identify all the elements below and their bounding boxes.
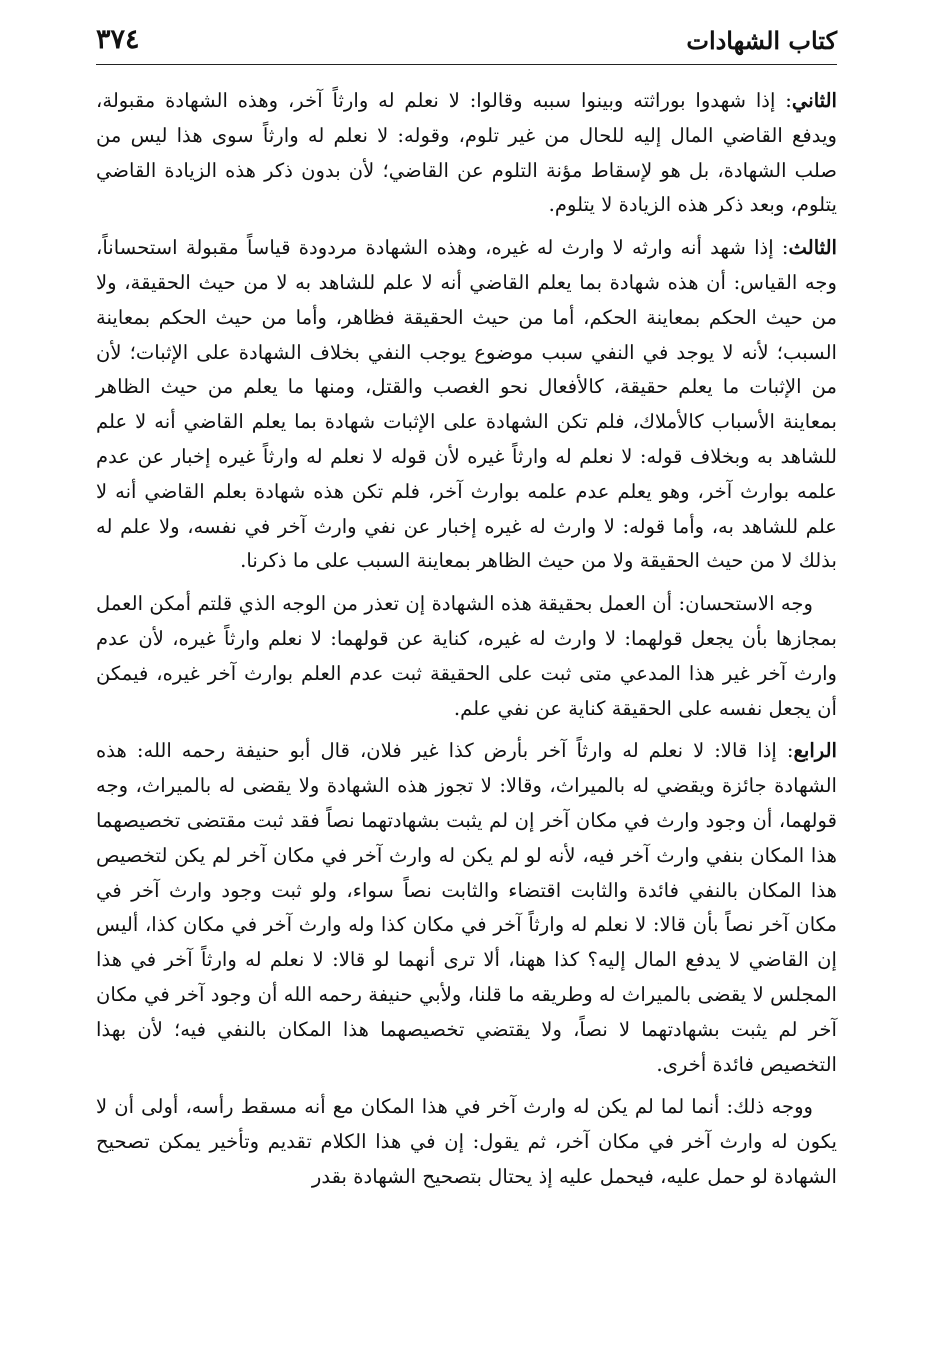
paragraph-text: : إذا شهد أنه وارثه لا وارث له غيره، وهذه الشهادة مردودة قياساً مقبولة استحساناً، وجه القياس: أن هذه شهادة بما يعلم القاضي أنه لا علم للشاهد به لا من حيث الحقيقة، ولا من حيث الحكم بمعاينة الحكم، أما من حيث الحقيقة فظاهر، وأما من حيث الحكم بمعاينة السبب؛ لأنه لا يوجد في النفي سبب موضوع يوجب النفي بخلاف الشهادة على الإثبات؛ لأن من الإثبات ما يعلم حقيقة، كالأفعال نحو الغصب والقتل، ومنها ما يعلم من حيث الظاهر بمعاينة الأسباب كالأملاك، فلم تكن الشهادة على الإثبات شهادة بما يعلم القاضي أنه لا علم للشاهد به وبخلاف قوله: لا نعلم له وارثاً غيره لأن قوله لا نعلم له وارثاً غيره إخبار عن عدم علمه بوارث آخر، وهو يعلم عدم علمه بوارث آخر، فلم تكن هذه شهادة بعلم القاضي أنه لا علم للشاهد به، وأما قوله: لا وارث له غيره إخبار عن نفي وارث آخر في نفسه، ولا علم له بذلك لا من حيث الحقيقة ولا من حيث الظاهر بمعاينة السبب على ما ذكرنا. [96, 236, 837, 573]
paragraph-text: : إذا قالا: لا نعلم له وارثاً آخر بأرض كذا غير فلان، قال أبو حنيفة رحمه الله: هذه الشهادة جائزة ويقضي له بالميراث، وقالا: لا تجوز هذه الشهادة ولا يقضى له بالميراث، وجه قولهما، أن وجود وارث في مكان آخر إن لم يثبت بشهادتهما نصاً فقد ثبت مقتضى تخصيصهما هذا المكان بنفي وارث آخر فيه، لأنه لو لم يكن له وارث آخر في مكان آخر لم يكن لتخصيص هذا المكان بالنفي فائدة والثابت اقتضاء والثابت نصاً سواء، ولو ثبت وجود وارث آخر في مكان آخر نصاً بأن قالا: لا نعلم له وارثاً آخر في مكان كذا وله وارث آخر في مكان كذا، أليس إن القاضي لا يدفع المال إليه؟ كذا ههنا، ألا ترى أنهما لو قالا: لا نعلم له وارثاً آخر في هذا المجلس لا يقضى بالميراث له وطريقه ما قلنا، ولأبي حنيفة رحمه الله أن وجود آخر في مكان آخر لم يثبت بشهادتهما لا نصاً، ولا يقتضي تخصيصهما هذا المكان بالنفي فيه؛ لأن بهذا التخصيص فائدة أخرى. [96, 739, 837, 1076]
paragraph-text: وجه الاستحسان: أن العمل بحقيقة هذه الشهادة إن تعذر من الوجه الذي قلتم أمكن العمل بمجازها بأن يجعل قولهما: لا وارث له غيره، كناية عن قولهما: لا نعلم وارثاً غيره، لأن عدم وارث آخر غير هذا المدعي متى ثبت على الحقيقة ثبت عدم العلم بوارث آخر غيره، فيمكن أن يجعل نفسه على الحقيقة كناية عن نفي علم. [96, 592, 837, 720]
paragraph-lead: الثالث [788, 236, 837, 260]
paragraph-explanation [96, 1090, 837, 1194]
paragraph-lead: الثاني [791, 89, 837, 112]
paragraph-text: : إذا شهدوا بوراثته وبينوا سببه وقالوا: لا نعلم له وارثاً آخر، وهذه الشهادة مقبولة، ويدفع القاضي المال إليه للحال من غير تلوم، وقوله: لا نعلم له وارثاً سوى هذا ليس من صلب الشهادة، بل هو لإسقاط مؤنة التلوم عن القاضي؛ لأن بدون ذكر هذه الزيادة القاضي يتلوم، وبعد ذكر هذه الزيادة لا يتلوم. [96, 89, 837, 217]
paragraph-lead: الرابع [793, 739, 837, 763]
paragraph-second [96, 84, 837, 223]
paragraph-third [96, 231, 837, 579]
page-body [96, 84, 837, 1203]
book-title: كتاب الشهادات [686, 26, 837, 55]
paragraph-istihsan [96, 587, 837, 726]
page-header [96, 20, 837, 65]
paragraph-fourth [96, 734, 837, 1082]
page-number: ٣٧٤ [96, 24, 140, 55]
paragraph-text: ووجه ذلك: أنما لما لم يكن له وارث آخر في هذا المكان مع أنه مسقط رأسه، أولى أن لا يكون له وارث آخر في مكان آخر، ثم يقول: إن في هذا الكلام تقديم وتأخير يمكن تصحيح الشهادة لو حمل عليه، فيحمل عليه إذ يحتال بتصحيح الشهادة بقدر [96, 1095, 837, 1188]
